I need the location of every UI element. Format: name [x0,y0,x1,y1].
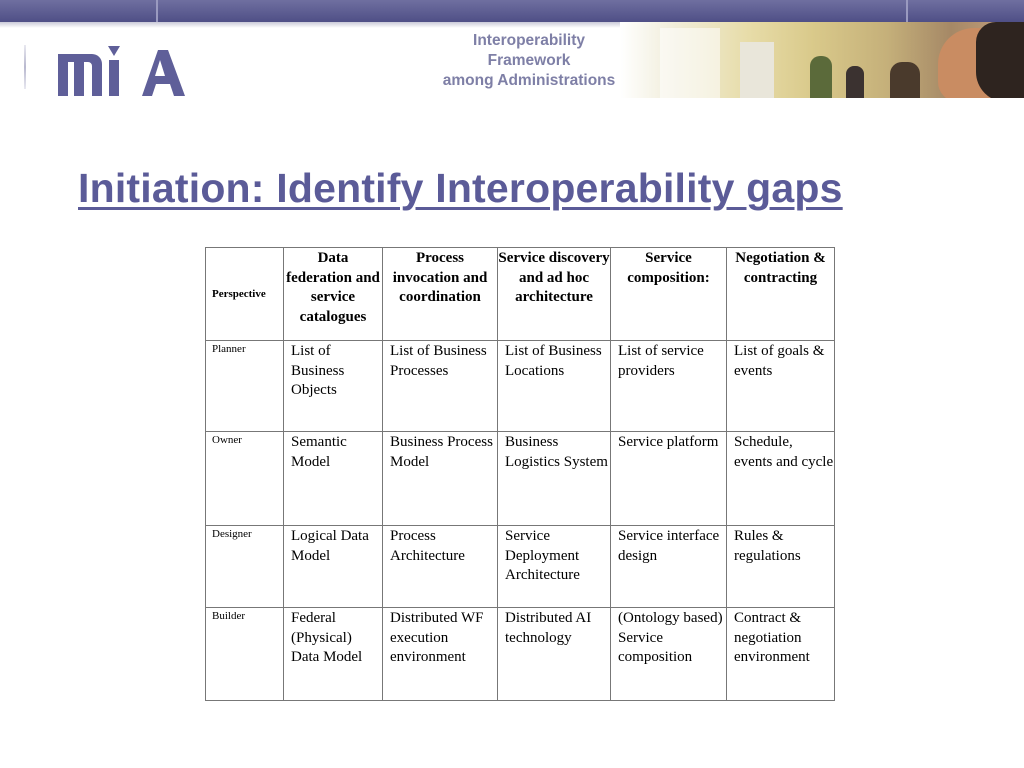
table-cell: Rules & regulations [727,526,835,608]
table-cell: Logical Data Model [284,526,383,608]
table-cell: Business Process Model [383,432,498,526]
photo-person [890,62,920,98]
table-cell: Service platform [611,432,727,526]
corner-header: Perspective [206,248,284,341]
table-cell: List of Business Processes [383,341,498,432]
table-cell: Distributed AI technology [498,608,611,701]
table-cell: Distributed WF execution environment [383,608,498,701]
column-header: Process invocation and coordination [383,248,498,341]
row-label: Builder [206,608,284,701]
table-row [206,341,835,432]
mia-logo [58,46,188,96]
header-photo [620,22,1024,98]
photo-plant [810,56,832,98]
table-cell: Service interface design [611,526,727,608]
slide-title: Initiation: Identify Interoperability gaps [78,165,843,211]
framework-line: among Administrations [442,72,616,89]
table-cell: Business Logistics System [498,432,611,526]
table-row [206,608,835,701]
row-label: Planner [206,341,284,432]
framework-line: Framework [487,52,571,69]
table-cell: List of Business Locations [498,341,611,432]
table-cell: Process Architecture [383,526,498,608]
table-cell: List of Business Objects [284,341,383,432]
table-cell: (Ontology based) Service composition [611,608,727,701]
top-band [0,0,1024,22]
photo-board [740,42,774,98]
column-header: Service composition: [611,248,727,341]
table-cell: Service Deployment Architecture [498,526,611,608]
table-row [206,432,835,526]
photo-hair [976,22,1024,98]
framework-line: Interoperability [473,32,585,49]
table-row [206,526,835,608]
table-cell: Semantic Model [284,432,383,526]
row-label: Owner [206,432,284,526]
table-header-row [206,248,835,341]
table-cell: Schedule, events and cycle [727,432,835,526]
photo-window [660,28,720,98]
table-cell: Federal (Physical) Data Model [284,608,383,701]
table-cell: List of goals & events [727,341,835,432]
column-header: Negotiation & contracting [727,248,835,341]
band-divider [906,0,908,22]
framework-caption [436,31,622,91]
column-header: Data federation and service catalogues [284,248,383,341]
header-divider [24,45,26,89]
band-divider [156,0,158,22]
column-header: Service discovery and ad hoc architecture [498,248,611,341]
row-label: Designer [206,526,284,608]
table-cell: List of service providers [611,341,727,432]
perspective-matrix [205,247,835,701]
photo-person [846,66,864,98]
table-cell: Contract & negotiation environment [727,608,835,701]
